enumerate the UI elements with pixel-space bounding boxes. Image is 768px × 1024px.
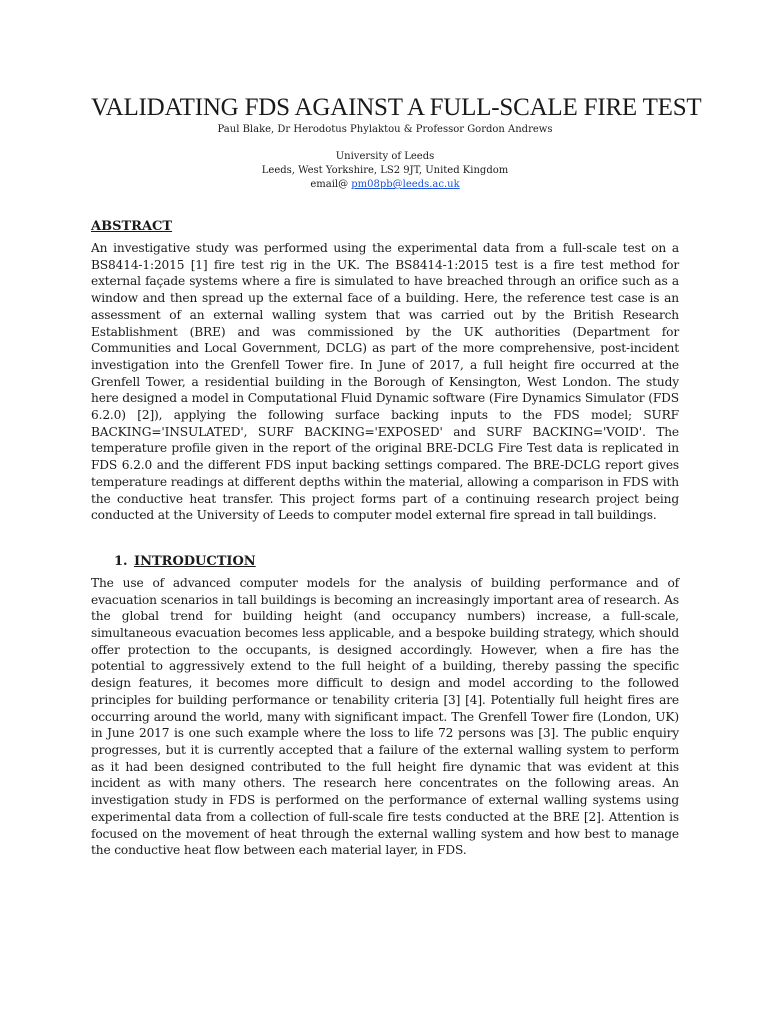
paper-page bbox=[91, 92, 702, 859]
email-link[interactable]: pm08pb@leeds.ac.uk bbox=[351, 179, 460, 190]
paper-title: VALIDATING FDS AGAINST A FULL-SCALE FIRE TEST bbox=[91, 94, 702, 121]
email-prefix: email@ bbox=[310, 179, 352, 190]
section-title: INTRODUCTION bbox=[134, 553, 256, 569]
introduction-text: The use of advanced computer models for the analysis of building performance and of evacuation scenarios in tall buildings is becoming an increasingly important area of research. As the global trend for building height (and occupancy numbers) increase, a full-scale, simultaneous evacuation becomes less applicable, and a bespoke building strategy, which should offer protection to the occupants, is designed accordingly. However, when a fire has the potential to aggressively extend to the full height of a building, thereby passing the specific design features, it becomes more difficult to design and model according to the followed principles for building performance or tenability criteria [3] [4]. Potentially full height fires are occurring around the world, many with significant impact. The Grenfell Tower fire (London, UK) in June 2017 is one such example where the loss to life 72 persons was [3]. The public enquiry progresses, but it is currently accepted that a failure of the external walling system to perform as it had been designed contributed to the full height fire dynamic that was evident at this incident as with many others. The research here concentrates on the following areas. An investigation study in FDS is performed on the performance of external walling systems using experimental data from a collection of full-scale fire tests conducted at the BRE [2]. Attention is focused on the movement of heat through the external walling system and how best to manage the conductive heat flow between each material layer, in FDS. bbox=[91, 575, 679, 858]
author-list: Paul Blake, Dr Herodotus Phylaktou & Professor Gordon Andrews bbox=[217, 124, 553, 135]
abstract-heading: ABSTRACT bbox=[91, 219, 173, 234]
section-number: 1. bbox=[114, 553, 128, 569]
abstract-text: An investigative study was performed using the experimental data from a full-scale test on a BS8414-1:2015 [1] fire test rig in the UK. The BS8414-1:2015 test is a fire test method for external façade systems where a fire is simulated to have breached through an orifice such as a window and then spread up the external face of a building. Here, the reference test case is an assessment of an external walling system that was carried out by the British Research Establishment (BRE) and was commissioned by the UK authorities (Department for Communities and Local Government, DCLG) as part of the more comprehensive, post-incident investigation into the Grenfell Tower fire. In June of 2017, a full height fire occurred at the Grenfell Tower, a residential building in the Borough of Kensington, West London. The study here designed a model in Computational Fluid Dynamic software (Fire Dynamics Simulator (FDS 6.2.0) [2]), applying the following surface backing inputs to the FDS model; SURF BACKING='INSULATED', SURF BACKING='EXPOSED' and SURF BACKING='VOID'. The temperature profile given in the report of the original BRE-DCLG Fire Test data is replicated in FDS 6.2.0 and the different FDS input backing settings compared. The BRE-DCLG report gives temperature readings at different depths within the material, allowing a comparison in FDS with the conductive heat transfer. This project forms part of a continuing research project being conducted at the University of Leeds to computer model external fire spread in tall buildings. bbox=[91, 241, 679, 523]
address: Leeds, West Yorkshire, LS2 9JT, United Kingdom bbox=[261, 165, 509, 176]
affiliation-block bbox=[91, 150, 679, 192]
institution: University of Leeds bbox=[335, 151, 435, 162]
email-line bbox=[91, 178, 679, 192]
introduction-heading bbox=[91, 553, 679, 571]
